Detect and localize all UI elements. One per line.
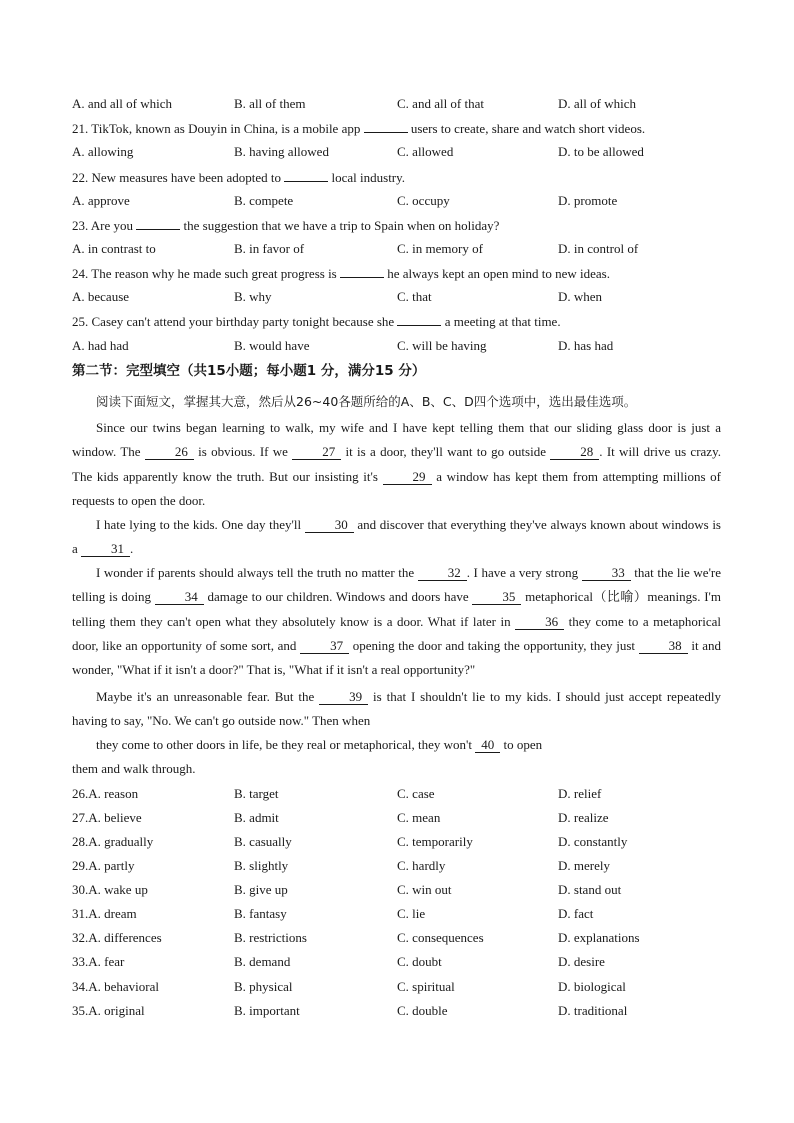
option-b: B. restrictions <box>234 930 307 945</box>
passage-text: . <box>130 541 134 557</box>
question-text: users to create, share and watch short videos. <box>407 121 646 136</box>
option-c: C. occupy <box>397 193 450 208</box>
passage-text: . It will drive us crazy. The kids apparently know the truth. But our insisting it's <box>72 444 721 484</box>
option-a: 29.A. partly <box>72 858 135 873</box>
option-d: D. promote <box>558 193 618 208</box>
cloze-options-32 <box>72 930 732 946</box>
passage-text: it and wonder, "What if it isn't a door?" That is, "What if it isn't a real opportunity?" <box>72 637 721 678</box>
blank-number: 39 <box>319 690 368 705</box>
passage-text: I hate lying to the kids. One day they'll <box>96 517 305 532</box>
passage-text: . I have a very strong <box>466 565 582 580</box>
cloze-options-30 <box>72 882 732 898</box>
option-c: C. lie <box>397 906 426 921</box>
option-b: B. would have <box>234 338 310 353</box>
question-23 <box>72 217 499 234</box>
passage-text: is that I shouldn't lie to my kids. I should just accept repeatedly having to say, "No. We can't go outside now." Then when <box>72 689 721 729</box>
option-c: C. consequences <box>397 930 484 945</box>
q20-options <box>72 96 732 112</box>
passage-text: damage to our children. Windows and doors have <box>203 589 473 605</box>
option-d: D. biological <box>558 979 626 994</box>
blank-number: 29 <box>383 470 432 485</box>
q25-options <box>72 338 732 354</box>
option-a: A. approve <box>72 193 130 208</box>
option-d: D. all of which <box>558 96 636 111</box>
option-c: C. double <box>397 1003 448 1018</box>
option-b: B. why <box>234 289 272 304</box>
passage-text: metaphorical（比喻）meanings. I'm telling them they can't open what they absolutely know is a door. What if later in <box>72 589 721 629</box>
option-b: B. fantasy <box>234 906 287 921</box>
answer-blank <box>340 265 384 278</box>
passage-paragraph-4 <box>72 685 721 734</box>
option-b: B. casually <box>234 834 292 849</box>
section-instruction: 阅读下面短文，掌握其大意，然后从26~40各题所给的A、B、C、D四个选项中，选出最佳选项。 <box>96 394 637 409</box>
option-c: C. allowed <box>397 144 454 159</box>
option-a: A. allowing <box>72 144 134 159</box>
option-a: 35.A. original <box>72 1003 145 1018</box>
option-b: B. admit <box>234 810 279 825</box>
answer-blank <box>284 169 328 182</box>
option-a: A. and all of which <box>72 96 173 111</box>
answer-blank <box>136 217 180 230</box>
passage-paragraph-1 <box>72 416 721 513</box>
section-title: 第二节：完型填空（共15小题；每小题1 分，满分15 分） <box>72 363 426 379</box>
option-a: 34.A. behavioral <box>72 979 160 994</box>
question-text: 22. New measures have been adopted to <box>72 170 285 185</box>
option-c: C. that <box>397 289 432 304</box>
blank-number: 30 <box>305 518 354 533</box>
blank-number: 35 <box>472 590 521 605</box>
option-d: D. explanations <box>558 930 640 945</box>
option-c: C. temporarily <box>397 834 473 849</box>
option-c: C. in memory of <box>397 241 483 256</box>
answer-blank <box>397 313 441 326</box>
q24-options <box>72 289 732 305</box>
passage-text: they come to a metaphorical door, like an opportunity of some sort, and <box>72 613 721 653</box>
cloze-options-26 <box>72 786 732 802</box>
option-a: A. because <box>72 289 130 304</box>
option-d: D. constantly <box>558 834 628 849</box>
passage-text: they come to other doors in life, be they real or metaphorical, they won't <box>96 737 476 752</box>
blank-number: 36 <box>515 615 564 630</box>
blank-number: 37 <box>300 639 349 654</box>
blank-number: 27 <box>292 445 341 460</box>
q22-options <box>72 193 732 209</box>
option-c: C. case <box>397 786 435 801</box>
passage-text: and discover that everything they've always known about windows is a <box>72 517 721 557</box>
q21-options <box>72 144 732 160</box>
option-a: 26.A. reason <box>72 786 139 801</box>
blank-number: 34 <box>155 590 204 605</box>
question-text: a meeting at that time. <box>441 314 561 329</box>
passage-paragraph-6: them and walk through. <box>72 761 196 776</box>
option-a: 31.A. dream <box>72 906 137 921</box>
passage-text: it is a door, they'll want to go outside <box>341 444 551 460</box>
option-b: B. all of them <box>234 96 306 111</box>
cloze-options-33 <box>72 954 732 970</box>
passage-text: is obvious. If we <box>193 444 293 460</box>
option-d: D. fact <box>558 906 594 921</box>
passage-text: to open <box>500 737 543 752</box>
question-24 <box>72 265 610 282</box>
question-text: 24. The reason why he made such great progress is <box>72 266 340 281</box>
option-b: B. having allowed <box>234 144 329 159</box>
question-text: the suggestion that we have a trip to Spain when on holiday? <box>180 218 500 233</box>
passage-text: I wonder if parents should always tell the truth no matter the <box>96 565 418 580</box>
option-c: C. mean <box>397 810 441 825</box>
option-a: 27.A. believe <box>72 810 142 825</box>
blank-number: 32 <box>418 566 467 581</box>
cloze-options-29 <box>72 858 732 874</box>
passage-text: that the lie we're telling is doing <box>72 565 722 605</box>
option-b: B. target <box>234 786 279 801</box>
option-b: B. important <box>234 1003 300 1018</box>
passage-text: opening the door and taking the opportunity, they just <box>349 637 639 653</box>
question-text: 21. TikTok, known as Douyin in China, is a mobile app <box>72 121 364 136</box>
option-c: C. and all of that <box>397 96 485 111</box>
option-c: C. win out <box>397 882 452 897</box>
option-b: B. compete <box>234 193 294 208</box>
passage-text: Since our twins began learning to walk, my wife and I have kept telling them that our sliding glass door is just a window. The <box>72 420 721 460</box>
blank-number: 28 <box>550 445 599 460</box>
option-a: 33.A. fear <box>72 954 125 969</box>
option-b: B. slightly <box>234 858 289 873</box>
option-c: C. will be having <box>397 338 487 353</box>
option-a: 32.A. differences <box>72 930 162 945</box>
option-d: D. stand out <box>558 882 622 897</box>
option-d: D. realize <box>558 810 609 825</box>
option-c: C. doubt <box>397 954 442 969</box>
option-b: B. physical <box>234 979 293 994</box>
passage-text: Maybe it's an unreasonable fear. But the <box>96 689 320 704</box>
blank-number: 38 <box>639 639 688 654</box>
passage-paragraph-3 <box>72 561 721 682</box>
option-c: C. spiritual <box>397 979 455 994</box>
option-d: D. traditional <box>558 1003 628 1018</box>
option-a: A. in contrast to <box>72 241 156 256</box>
option-a: 28.A. gradually <box>72 834 154 849</box>
passage-paragraph-5 <box>96 737 542 753</box>
passage-paragraph-2 <box>72 513 721 562</box>
option-d: D. relief <box>558 786 602 801</box>
question-text: he always kept an open mind to new ideas. <box>384 266 610 281</box>
option-d: D. in control of <box>558 241 639 256</box>
cloze-options-35 <box>72 1003 732 1019</box>
option-d: D. when <box>558 289 603 304</box>
question-22 <box>72 169 405 186</box>
question-25 <box>72 313 561 330</box>
cloze-options-27 <box>72 810 732 826</box>
cloze-options-34 <box>72 979 732 995</box>
blank-number: 26 <box>145 445 194 460</box>
blank-number: 31 <box>81 542 130 557</box>
cloze-options-31 <box>72 906 732 922</box>
question-text: local industry. <box>328 170 406 185</box>
option-c: C. hardly <box>397 858 446 873</box>
question-21 <box>72 120 645 137</box>
answer-blank <box>364 120 408 133</box>
option-b: B. demand <box>234 954 291 969</box>
question-text: 25. Casey can't attend your birthday party tonight because she <box>72 314 398 329</box>
option-b: B. give up <box>234 882 288 897</box>
option-d: D. has had <box>558 338 614 353</box>
option-d: D. to be allowed <box>558 144 644 159</box>
option-b: B. in favor of <box>234 241 305 256</box>
option-d: D. merely <box>558 858 610 873</box>
option-d: D. desire <box>558 954 605 969</box>
blank-number: 40 <box>475 738 500 753</box>
q23-options <box>72 241 732 257</box>
passage-text: a window has kept them from attempting millions of requests to open the door. <box>72 468 721 508</box>
option-a: 30.A. wake up <box>72 882 148 897</box>
blank-number: 33 <box>582 566 631 581</box>
question-text: 23. Are you <box>72 218 137 233</box>
cloze-options-28 <box>72 834 732 850</box>
option-a: A. had had <box>72 338 129 353</box>
